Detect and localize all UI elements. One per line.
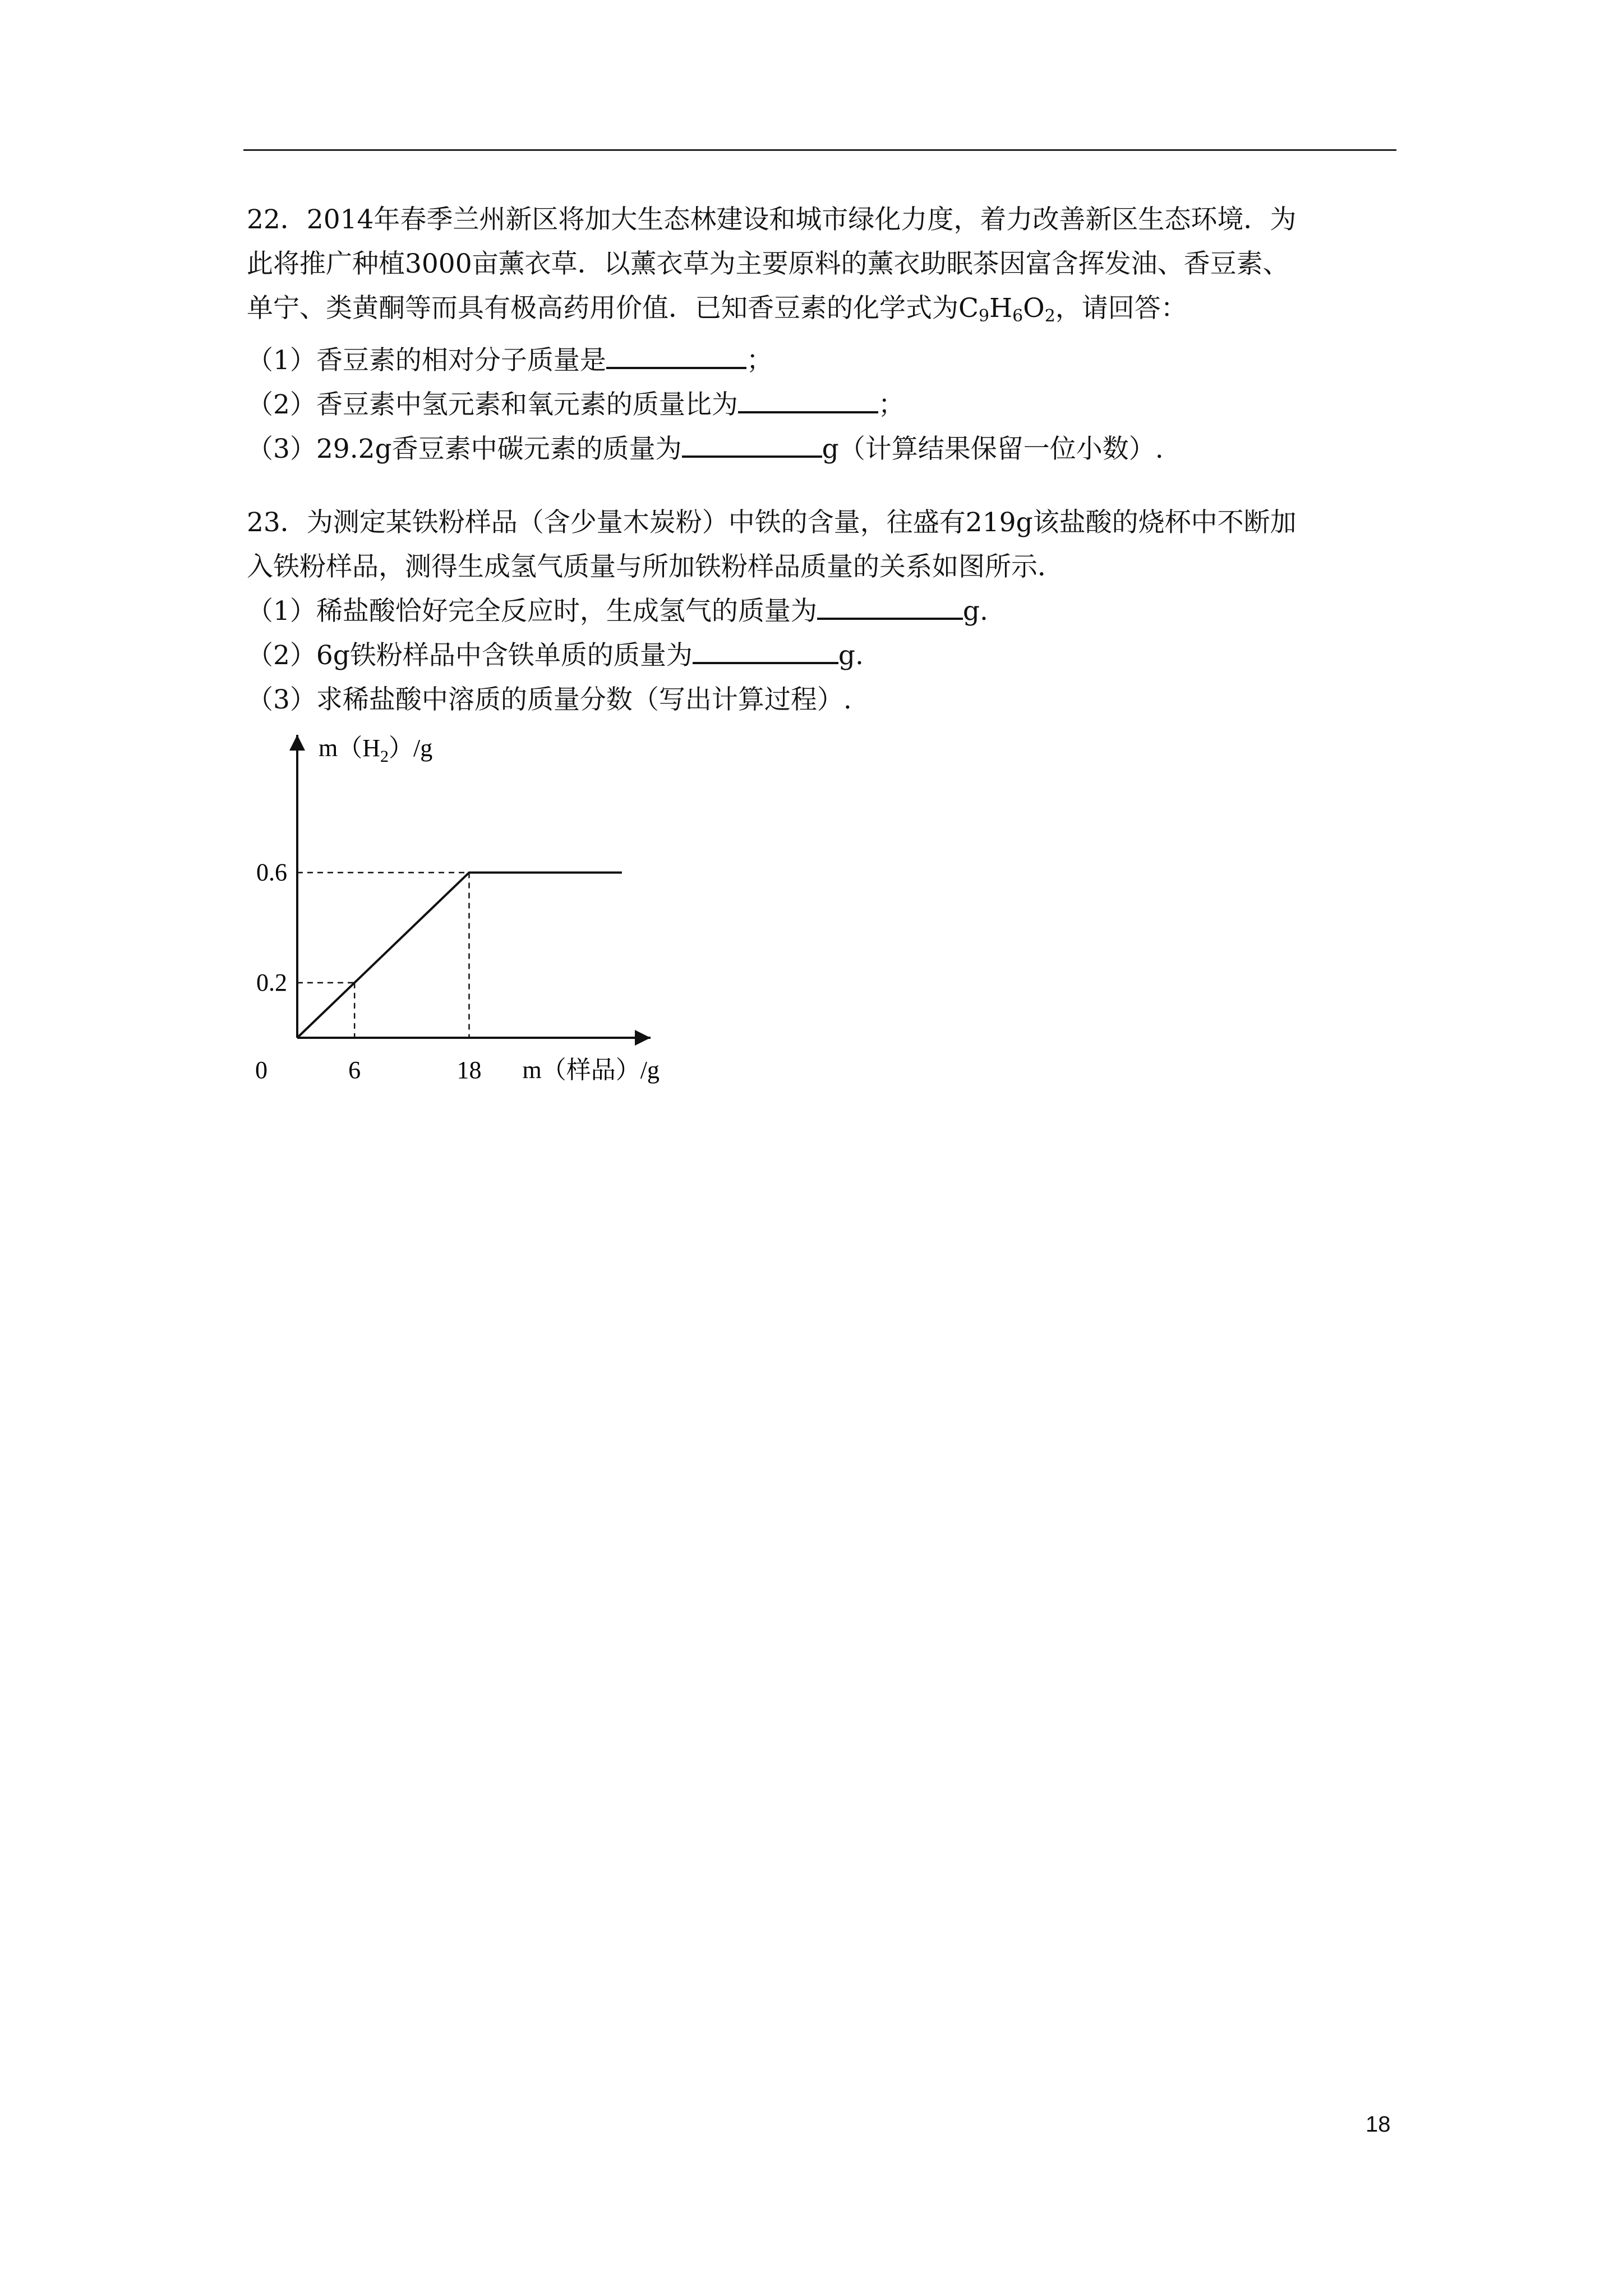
y-axis-label	[319, 734, 432, 766]
x-axis-label: m（样品）/g	[522, 1056, 660, 1084]
answer-blank-23-1[interactable]	[817, 592, 963, 620]
x-tick-label: 18	[457, 1056, 482, 1084]
problem-22-line-3	[247, 286, 1402, 338]
formula-h-subscript: 6	[1012, 306, 1023, 326]
problem-23-line-1: 23．为测定某铁粉样品（含少量木炭粉）中铁的含量，往盛有219g该盐酸的烧杯中不断加	[247, 507, 1297, 538]
problem-22-line-3-text: 单宁、类黄酮等而具有极高药用价值．已知香豆素的化学式为C	[247, 293, 979, 324]
x-origin-label: 0	[255, 1056, 268, 1084]
formula-o: O	[1023, 293, 1045, 324]
problem-22-question-1	[247, 338, 1402, 383]
answer-blank-22-2[interactable]	[738, 385, 878, 413]
formula-h: H	[989, 293, 1013, 324]
formula-o-subscript: 2	[1044, 306, 1055, 326]
question-3-end: g（计算结果保留一位小数）.	[822, 434, 1164, 464]
problem-22-line-2: 此将推广种植3000亩薰衣草．以薰衣草为主要原料的薰衣助眠茶因富含挥发油、香豆素、	[247, 249, 1289, 279]
y-tick-label: 0.6	[256, 858, 287, 886]
problem-23	[247, 500, 1402, 722]
y-axis-label-suffix: ）/g	[389, 734, 433, 762]
answer-blank-22-3[interactable]	[682, 430, 822, 458]
problem-22-line-1: 22．2014年春季兰州新区将加大生态林建设和城市绿化力度，着力改善新区生态环境．为	[247, 204, 1297, 235]
hydrogen-mass-chart	[241, 724, 679, 1105]
answer-blank-22-1[interactable]	[606, 341, 746, 369]
problem-23-question-1	[247, 589, 1402, 633]
y-axis-label-prefix: m（H	[319, 734, 380, 762]
problem-23-question-3: （3）求稀盐酸中溶质的质量分数（写出计算过程）.	[247, 684, 852, 715]
question-1-text: （1）香豆素的相对分子质量是	[247, 345, 606, 376]
problem-23-question-2	[247, 633, 1402, 678]
problem-22-question-3	[247, 427, 1402, 471]
header-rule	[243, 149, 1396, 151]
page-number: 18	[1366, 2112, 1391, 2137]
hydrogen-mass-chart-svg	[241, 724, 679, 1105]
question-1-text: （1）稀盐酸恰好完全反应时，生成氢气的质量为	[247, 596, 817, 627]
question-3-text: （3）29.2g香豆素中碳元素的质量为	[247, 434, 682, 464]
x-tick-label: 6	[348, 1056, 361, 1084]
y-axis-label-subscript: 2	[380, 747, 389, 766]
problem-22	[247, 197, 1402, 471]
answer-blank-23-2[interactable]	[693, 636, 838, 664]
problem-22-question-2	[247, 383, 1402, 427]
question-1-end: g.	[962, 596, 988, 627]
question-2-text: （2）6g铁粉样品中含铁单质的质量为	[247, 640, 693, 671]
formula-c-subscript: 9	[978, 306, 990, 326]
question-1-end: ；	[746, 345, 773, 376]
hydrogen-mass-series-line	[297, 872, 622, 1038]
question-2-end: ；	[878, 389, 905, 420]
chart-layer	[255, 734, 660, 1084]
question-2-text: （2）香豆素中氢元素和氧元素的质量比为	[247, 389, 738, 420]
problem-23-line-2: 入铁粉样品，测得生成氢气质量与所加铁粉样品质量的关系如图所示．	[247, 551, 1064, 582]
question-2-end: g.	[838, 640, 864, 671]
problem-22-line-3-end: ，请回答：	[1055, 293, 1187, 324]
y-tick-label: 0.2	[256, 968, 287, 996]
